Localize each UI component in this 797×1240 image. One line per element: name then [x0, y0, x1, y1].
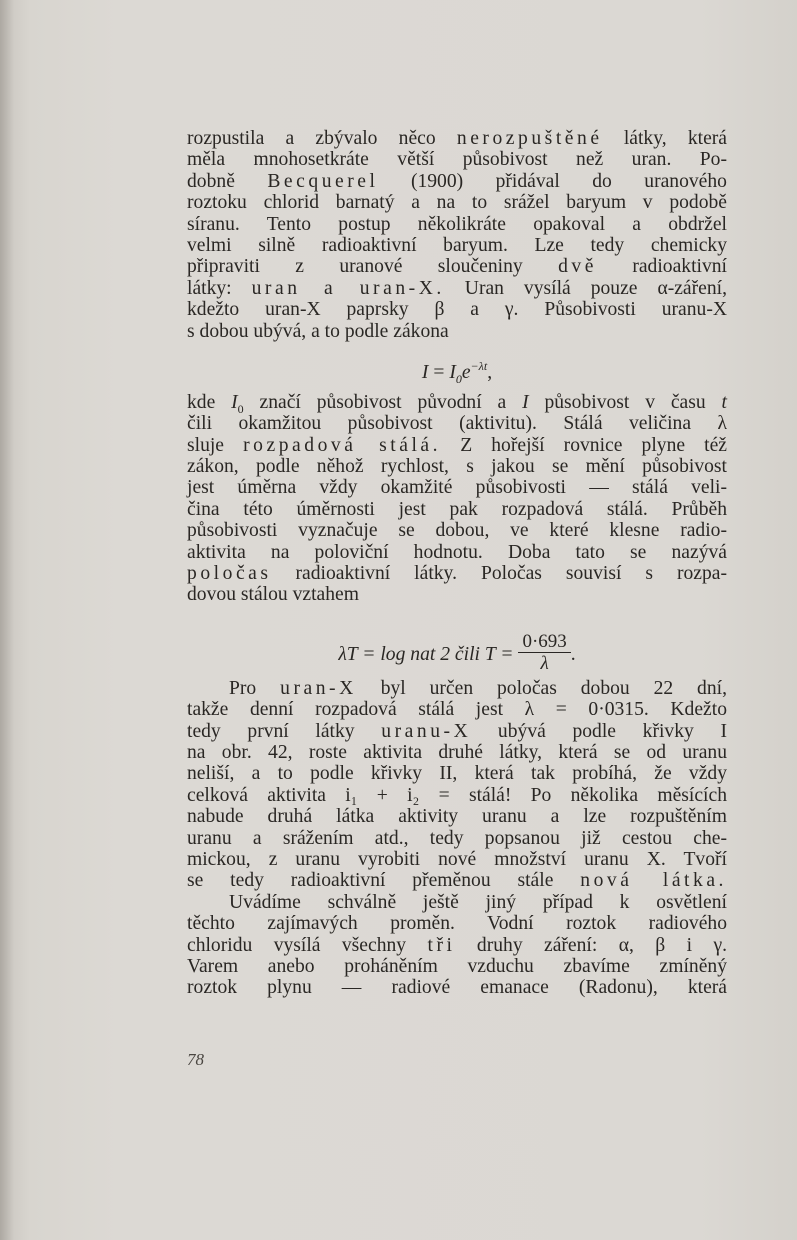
text-line: kde $I_0$ značí působivost původní a I působivost v času t [187, 391, 727, 416]
decay-law-formula: $I = I_0e^{-\lambda t}$, [421, 358, 493, 386]
text-line: těchto zajímavých proměn. Vodní roztok radiového [187, 913, 727, 935]
text-line: takže denní rozpadová stálá jest λ = 0·0315. Kdežto [187, 699, 727, 721]
text-line: čili okamžitou působivost (aktivitu). Stálá veličina λ [187, 413, 727, 435]
text-line: chloridu vysílá všechny tři druhy záření: α, β i γ. [187, 934, 728, 956]
text-line: měla mnohosetkráte větší působivost než uran. Po- [187, 149, 727, 171]
text-line: na obr. 42, roste aktivita druhé látky, která se od uranu [187, 741, 727, 763]
text-line: uranu a srážením atd., tedy popsanou již cestou che- [187, 827, 727, 849]
text-line: poločas radioaktivní látky. Poločas souvisí s rozpa- [187, 563, 727, 585]
text-line: Uvádíme schválně ještě jiný případ k osvětlení [229, 891, 727, 913]
text-line: aktivita na poloviční hodnotu. Doba tato se nazývá [187, 541, 727, 563]
text-line: roztok plynu — radiové emanace (Radonu), která [187, 977, 727, 999]
text-line: síranu. Tento postup několikráte opakoval a obdržel [187, 213, 727, 235]
text-line: zákon, podle něhož rychlost, s jakou se mění působivost [187, 456, 727, 478]
text-line: připraviti z uranové sloučeniny dvě radioaktivní [187, 256, 727, 278]
text-line: rozpustila a zbývalo něco nerozpuštěné látky, která [187, 128, 727, 149]
fraction: $\frac{0\cdot 693}{\lambda}$ [518, 632, 570, 675]
text-line: neliší, a to podle křivky II, která tak probíhá, že vždy [187, 763, 727, 785]
text-line: sluje rozpadová stálá. Z hořejší rovnice plyne též [187, 434, 728, 456]
text-line: kdežto uran-X paprsky β a γ. Působivosti uranu-X [187, 299, 727, 321]
text-line: jest úměrna vždy okamžité působivosti — stálá veli- [187, 477, 727, 499]
text-line: Pro uran-X byl určen poločas dobou 22 dní, [229, 677, 727, 699]
text-line: s dobou ubývá, a to podle zákona [187, 320, 449, 342]
text-line: se tedy radioaktivní přeměnou stále nová látka. [187, 870, 727, 892]
half-life-formula-body: λT = log nat 2 čili T = $\frac{0\cdot 693}{\lambda}$ . [338, 630, 576, 674]
half-life-formula [187, 612, 727, 674]
text-line: působivosti vyznačuje se dobou, ve které klesne radio- [187, 520, 727, 542]
page-edge-shadow [0, 0, 14, 1240]
text-line: dobně Becquerel (1900) přidával do uranového [187, 170, 727, 192]
text-line: nabude druhá látka aktivity uranu a lze rozpuštěním [187, 806, 727, 828]
text-line: roztoku chlorid barnatý a na to srážel baryum v podobě [187, 192, 727, 214]
body-text [187, 128, 727, 999]
text-line: Varem anebo proháněním vzduchu zbavíme zmíněný [187, 955, 727, 977]
text-line: čina této úměrnosti jest pak rozpadová stálá. Průběh [187, 498, 727, 520]
text-line: celková aktivita i₁ + i₂ = stálá! Po několika měsících [187, 784, 727, 806]
text-line: dovou stálou vztahem [187, 584, 359, 606]
text-line: velmi silně radioaktivní baryum. Lze tedy chemicky [187, 234, 727, 256]
text-line: látky: uran a uran-X. Uran vysílá pouze α-záření, [187, 277, 727, 299]
page-number: 78 [187, 1050, 204, 1069]
text-line: mickou, z uranu vyrobiti nové množství uranu X. Tvoří [187, 848, 727, 870]
text-line: tedy první látky uranu-X ubývá podle křivky I [187, 720, 727, 742]
